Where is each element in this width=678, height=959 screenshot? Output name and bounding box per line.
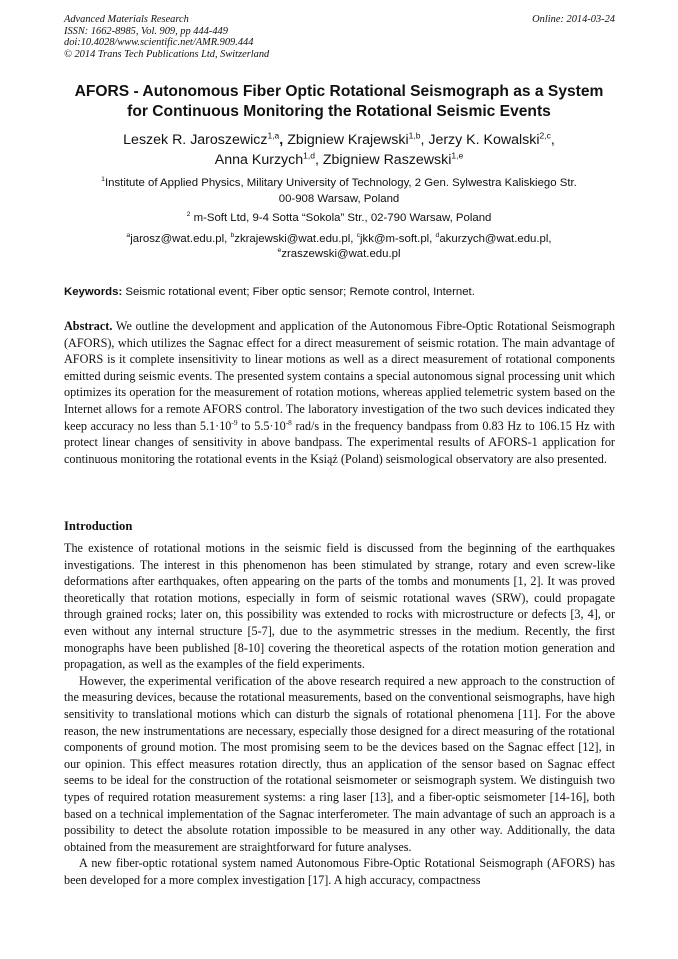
email-line-1	[50, 232, 628, 247]
title-line-1: AFORS - Autonomous Fiber Optic Rotational Seismograph as a System	[74, 83, 604, 100]
author-separator: ,	[420, 132, 429, 148]
paper-title	[40, 82, 638, 122]
email-mark: b	[230, 232, 235, 240]
author-affil-mark: 1,e	[451, 150, 464, 161]
email-mark: d	[435, 232, 440, 240]
affiliation-mark: 2	[186, 211, 191, 219]
abstract	[64, 318, 615, 467]
author-affil-mark: 1,d	[303, 150, 315, 161]
author-separator: ,	[279, 132, 288, 148]
author-separator: ,	[314, 152, 323, 168]
author-separator: ,	[550, 132, 555, 148]
email-link[interactable]: jarosz@wat.edu.pl,	[130, 233, 231, 245]
online-date: Online: 2014-03-24	[532, 14, 615, 25]
issn-line: ISSN: 1662-8985, Vol. 909, pp 444-449	[64, 25, 228, 37]
email-line-2	[50, 247, 628, 262]
abstract-text: We outline the development and application of the Autonomous Fibre-Optic Rotational Seismograph (AFORS), which utilizes the Sagnac effect for a direct measurement of seismic rotation. The main advantage of AFORS is it complete insensitivity to linear motions as well as a direct measurement of rotational components emitted during seismic events. The presented system contains a special autonomous signal processing unit which optimizes its operation for the measurement of rotation motions, whereas applied telemetric system based on the Internet allows for a remote AFORS control. The laboratory investigation of the two such devices indicated they keep accuracy no less than 5.1·10	[64, 319, 615, 433]
affiliation-mark: 1	[101, 176, 105, 184]
affiliation-1-line-1	[50, 176, 628, 192]
paragraph: A new fiber-optic rotational system named Autonomous Fibre-Optic Rotational Seismograph (AFORS) has been developed for a more complex investigation [17]. A high accuracy, compactness	[64, 856, 615, 887]
doi-line: doi:10.4028/www.scientific.net/AMR.909.444	[64, 37, 254, 48]
author-line-2	[40, 150, 638, 170]
affiliation-2	[50, 211, 628, 227]
affiliation-text: m-Soft Ltd, 9-4 Sotta “Sokola” Str., 02-790 Warsaw, Poland	[190, 212, 492, 224]
email-mark: c	[356, 232, 361, 240]
keywords-text: Seismic rotational event; Fiber optic sensor; Remote control, Internet.	[122, 286, 475, 298]
keywords-label: Keywords:	[64, 286, 123, 298]
email-link[interactable]: zkrajewski@wat.edu.pl,	[234, 233, 357, 245]
introduction-body	[64, 540, 615, 888]
title-line-2: for Continuous Monitoring the Rotational Seismic Events	[127, 103, 551, 120]
affiliation-1-line-2: 00-908 Warsaw, Poland	[278, 192, 400, 205]
email-mark: e	[277, 247, 282, 255]
email-link[interactable]: akurzych@wat.edu.pl,	[439, 233, 552, 245]
abstract-text: rad/s in the frequency bandpass from 0.83 Hz to 106.15 Hz with protect linear changes of sensitivity in above bandpass. The experimental results of AFORS-1 application for continuous monitoring the rotational events in the Książ (Poland) seismological observatory are also presented.	[64, 418, 615, 466]
affiliation-text: Institute of Applied Physics, Military University of Technology, 2 Gen. Sylwestra Kaliskiego Str.	[104, 177, 577, 189]
paragraph: The existence of rotational motions in the seismic field is discussed from the beginning of the earthquakes investigations. The interest in this phenomenon has been stimulated by strange, rotary and even screw-like deformations after earthquakes, often appearing on the parts of the tombs and monuments [1, 2]. It was proved theoretically that rotation motions, especially in form of seismic rotational waves (SRW), could propagate through grained rocks; later on, this possibility was extended to rocks with microstructure or defects [3, 4], or even without any internal structure [5-7], due to the asymmetric stresses in the medium. Recently, the first monographs have been published [8-10] covering the theoretical aspects of the rotation motion generation and propagation, as well as the examples of the field experiments.	[64, 541, 615, 672]
exponent: -9	[231, 417, 238, 427]
author-name: Zbigniew Raszewski	[322, 152, 452, 168]
author-list	[40, 130, 638, 170]
author-affil-mark: 1,a	[267, 130, 280, 141]
email-mark: a	[126, 232, 131, 240]
abstract-label: Abstract.	[64, 319, 113, 333]
author-name: Leszek R. Jaroszewicz	[123, 132, 268, 148]
author-affil-mark: 2,c	[539, 130, 551, 141]
email-link[interactable]: jkk@m-soft.pl,	[360, 233, 436, 245]
journal-header	[64, 14, 615, 60]
author-affil-mark: 1,b	[408, 130, 421, 141]
author-line-1	[40, 130, 638, 150]
affiliation-1	[50, 176, 628, 207]
journal-name: Advanced Materials Research	[64, 14, 189, 25]
author-name: Jerzy K. Kowalski	[428, 132, 540, 148]
section-heading-introduction: Introduction	[64, 519, 133, 533]
exponent: -8	[285, 417, 292, 427]
copyright-line: © 2014 Trans Tech Publications Ltd, Switzerland	[64, 48, 270, 60]
author-emails	[50, 232, 628, 262]
paragraph: However, the experimental verification of the above research required a new approach to the construction of the measuring devices, because the rotational measurements, based on the conventional seismographs, have high sensitivity to translational motions which can disturb the signals of rotational phenomena [11]. For the above reason, the new instrumentations are necessary, especially those designed for a direct measuring of the rotational components of ground motion. The most promising seem to be the devices based on the Sagnac effect [12], in our opinion. This effect measures rotation directly, thus an application of the sensor based on Sagnac effect seems to be ideal for the construction of the rotational seismometer or seismograph system. We distinguish two types of required rotation measurement systems: a ring laser [13], and a fiber-optic seismometer [14-16], both based on a technical implementation of the Sagnac interferometer. The main advantage of such an approach is a possibility to detect the absolute rotation impossible to be measured in any other way. Additionally, the data obtained from the measurement are straightforward for future analyses.	[64, 673, 615, 854]
author-name: Zbigniew Krajewski	[287, 132, 409, 148]
email-link[interactable]: zraszewski@wat.edu.pl	[281, 248, 401, 260]
abstract-text: to 5.5·10	[237, 418, 286, 433]
author-name: Anna Kurzych	[214, 152, 304, 168]
keywords	[64, 285, 615, 300]
